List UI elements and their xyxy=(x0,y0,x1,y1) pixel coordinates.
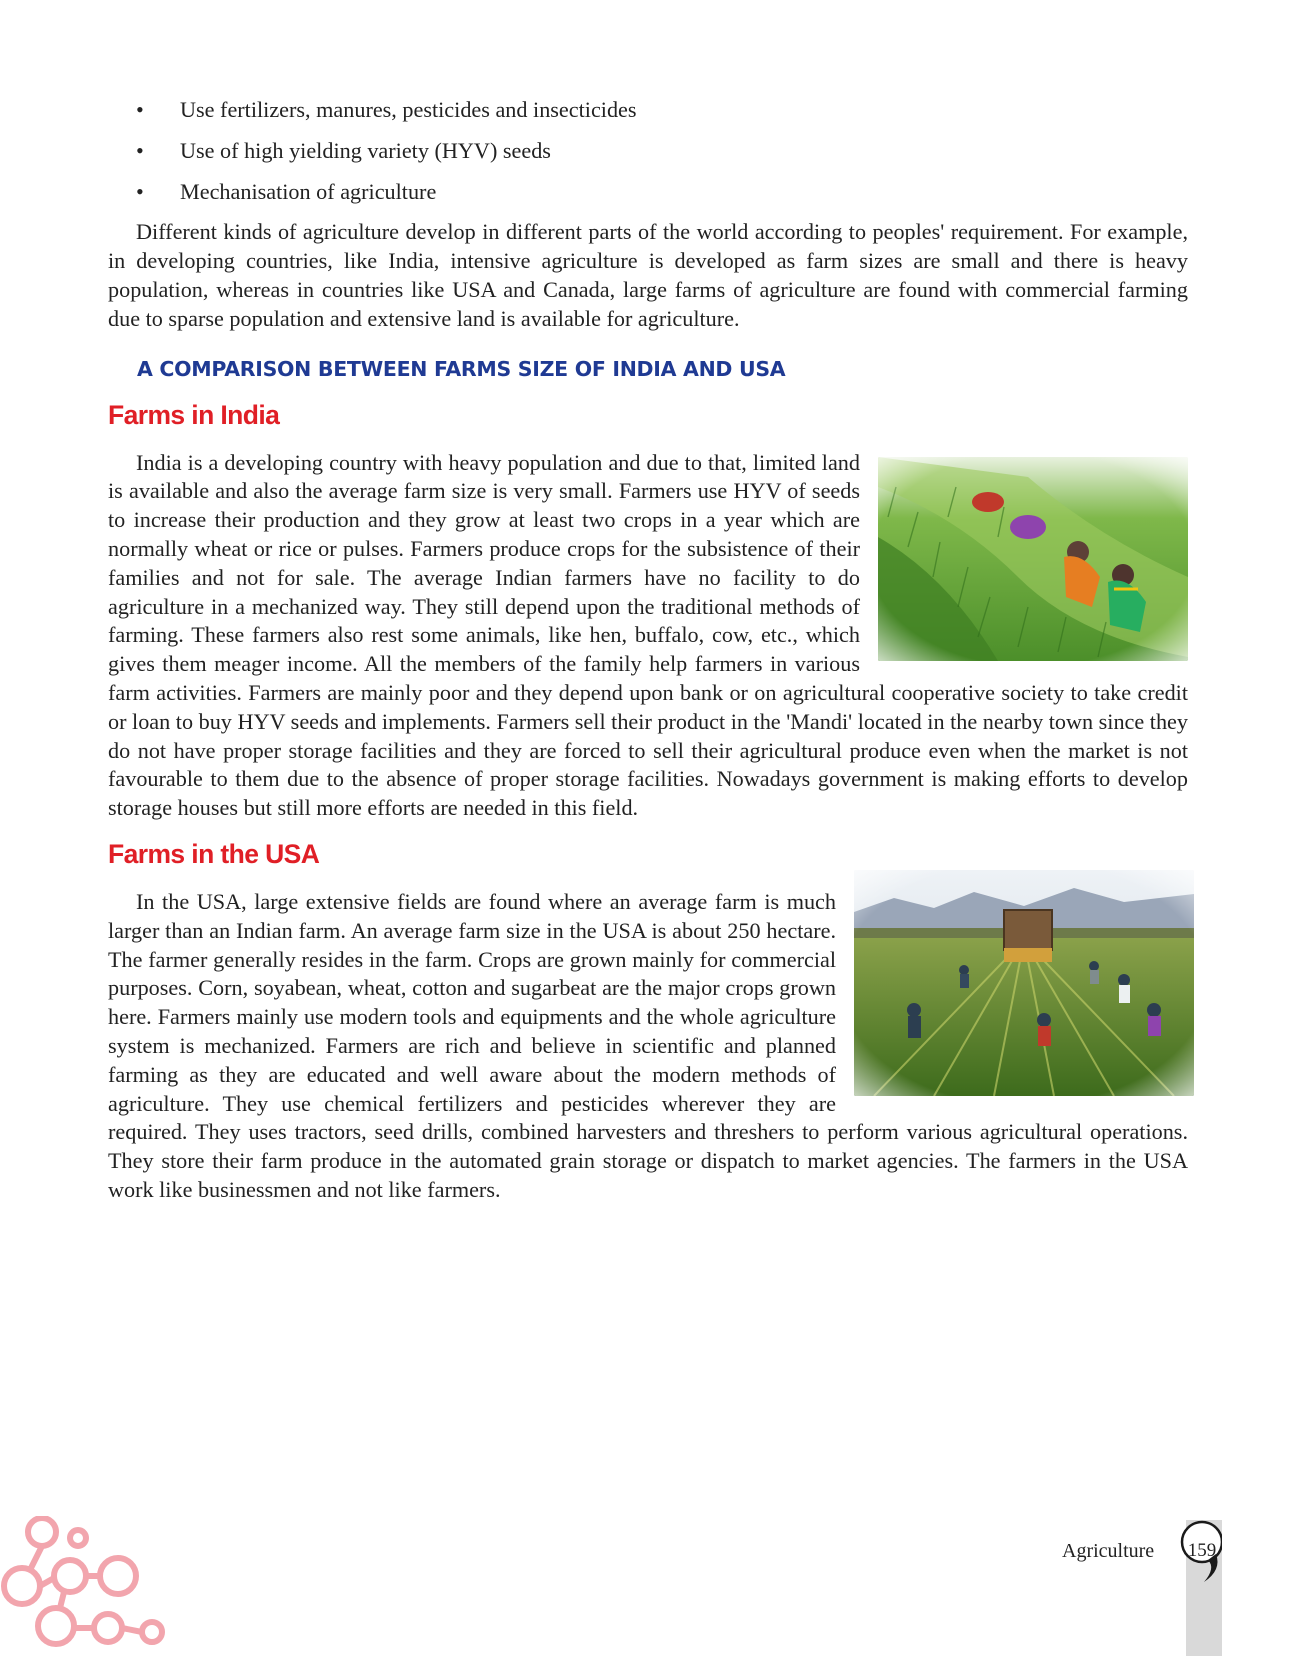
page-number: 159 xyxy=(1187,1540,1217,1561)
india-paragraph: India is a developing country with heavy population and due to that, limited land is available and also the average farm size is very small. Farmers use HYV of seeds to increase their production and they grow at least two crops in a year which are normally wheat or rice or pulses. Farmers produce crops for the subsistence of their families and not for sale. The average Indian farmers have no facility to do agriculture in a mechanized way. They still depend upon the traditional methods of farming. These farmers also rest some animals, like hen, buffalo, cow, etc., which gives them meager income. All the members of the family help farmers in various farm activities. Farmers are mainly poor and they depend upon bank or on agricultural cooperative society to take credit or loan to buy HYV seeds and implements. Farmers sell their product in the 'Mandi' located in the nearby town since they do not have proper storage facilities and they are forced to sell their agricultural produce even when the market is not favourable to them due to the absence of proper storage facilities. Nowadays government is making efforts to develop storage houses but still more efforts are needed in this field. xyxy=(108,449,1188,821)
list-item xyxy=(108,137,1188,165)
farm-workers-field-photo xyxy=(854,870,1194,1096)
usa-heading: Farms in the USA xyxy=(108,838,320,869)
bullet-dot: • xyxy=(136,97,144,122)
bubble-cluster-decoration xyxy=(0,1516,180,1656)
india-heading: Farms in India xyxy=(108,399,280,430)
women-planting-rice-photo xyxy=(878,457,1188,661)
bullet-dot: • xyxy=(136,137,144,163)
intro-paragraph: Different kinds of agriculture develop in different parts of the world according to peoples' requirement. For example, in developing countries, like India, intensive agriculture is developed as farm sizes are small and there is heavy population, whereas in countries like USA and Canada, large farms of agriculture are found with commercial farming due to sparse population and extensive land is available for agriculture. xyxy=(108,219,1188,331)
chapter-label: Agriculture xyxy=(1062,1540,1155,1562)
bullet-text: Use of high yielding variety (HYV) seeds xyxy=(180,137,551,163)
usa-paragraph: In the USA, large extensive fields are found where an average farm is much larger than an Indian farm. An average farm size in the USA is about 250 hectare. The farmer generally resides in the farm. Crops are grown mainly for commercial purposes. Corn, soyabean, wheat, cotton and sugarbeat are the major crops grown here. Farmers mainly use modern tools and equipments and the whole agriculture system is mechanized. Farmers are rich and believe in scientific and planned farming as they are educated and well aware about the modern methods of agriculture. They use chemical fertilizers and pesticides wherever they are required. They uses tractors, seed drills, combined harvesters and threshers to perform various agricultural operations. They store their farm produce in the automated grain storage or dispatch to market agencies. The farmers in the USA work like businessmen and not like farmers. xyxy=(108,888,1188,1202)
list-item xyxy=(108,96,1188,124)
india-farm-photo xyxy=(878,457,1188,661)
list-item xyxy=(108,178,1188,206)
bullet-text: Mechanisation of agriculture xyxy=(180,178,437,204)
bullet-list xyxy=(108,96,1188,206)
usa-farm-photo xyxy=(854,870,1194,1096)
section-title: A COMPARISON BETWEEN FARMS SIZE OF INDIA AND USA xyxy=(137,356,786,381)
page-content xyxy=(108,96,1188,1205)
bullet-dot: • xyxy=(136,178,144,204)
bullet-text: Use fertilizers, manures, pesticides and insecticides xyxy=(180,97,637,122)
